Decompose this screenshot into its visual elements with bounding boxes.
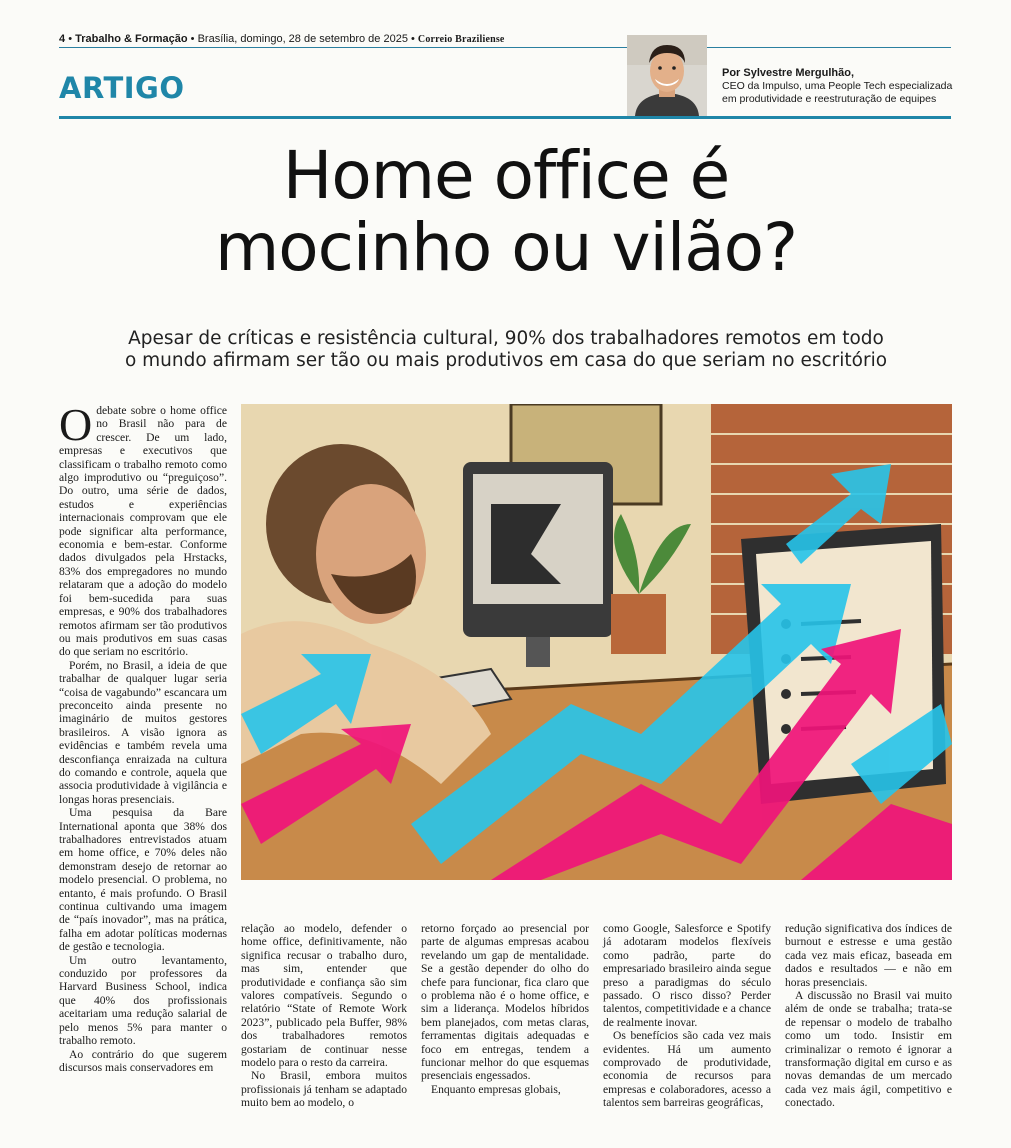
section-rule [59,116,951,119]
body-paragraph: Odebate sobre o home office no Brasil não para de crescer. De um lado, empresas e executivos que classificam o trabalho remoto como algo improdutivo ou “preguiçoso”. Do outro, uma série de dados, estudos e experiências internacionais comprovam que ele pode significar alta performance, economia e bem-estar. Conforme dados divulgados pela Hrstacks, 83% dos empregadores no mundo relataram que a adoção do modelo foi bem-sucedida para suas empresas, e 90% dos trabalhadores remotos afirmam ser tão produtivos ou mais produtivos em suas casas do que seriam no escritório. [59,399,227,659]
headline-line-1: Home office é [282,137,730,214]
subtitle-line-2: o mundo afirmam ser tão ou mais produtivos em casa do que seriam no escritório [124,350,888,371]
folio-line: 4 • Trabalho & Formação • Brasília, domingo, 28 de setembro de 2025 • Correio Braziliense [59,33,505,45]
body-paragraph: Porém, no Brasil, a ideia de que trabalhar de qualquer lugar seria “coisa de vagabundo” escancara um preconceito ainda presente no imaginário de muitos gestores brasileiros. A visão ignora as evidências e também revela uma desconfiança enraizada na cultura do comando e controle, aquela que associa produtividade à vigilância e longas horas presenciais. [59,658,227,806]
section-label: ARTIGO [59,71,185,105]
place-date: Brasília, domingo, 28 de setembro de 2025 [197,33,408,45]
body-paragraph: A discussão no Brasil vai muito além de onde se trabalha; trata-se de repensar o modelo de trabalho como um todo. Insistir em criminalizar o remoto é ignorar a transformação digital em curso e as novas demandas de um mercado cada vez mais ágil, competitivo e conectado. [785,989,952,1110]
section-name: Trabalho & Formação [75,33,188,45]
body-column-2 [241,922,407,1110]
subtitle-line-1: Apesar de críticas e resistência cultural, 90% dos trabalhadores remotos em todo [128,328,884,349]
body-paragraph: Enquanto empresas globais, [431,1082,561,1096]
top-rule [59,47,951,48]
body-paragraph: como Google, Salesforce e Spotify já adotaram modelos flexíveis como padrão, parte do empresariado brasileiro ainda segue preso a paradigmas do século passado. O risco disso? Perder talentos, competitividade e a chance de realmente inovar. [603,922,771,1029]
body-column-1 [59,399,227,1074]
body-paragraph: No Brasil, embora muitos profissionais já tenham se adaptado muito bem ao modelo, o [241,1069,407,1110]
author-name: Por Sylvestre Mergulhão, [722,67,855,79]
article-illustration [241,404,952,880]
newspaper-name: Correio Braziliense [417,34,505,45]
page-number: 4 [59,33,66,45]
body-paragraph: Uma pesquisa da Bare International aponta que 38% dos trabalhadores entrevistados atuam em home office, e 70% deles não demonstram desejo de retornar ao modelo presencial. O problema, no entanto, é mais profundo. O Brasil continua cultivando uma imagem de “país inovador”, mas na prática, falha em adotar políticas modernas de gestão e tecnologia. [59,806,227,954]
body-paragraph: redução significativa dos índices de burnout e estresse e uma gestão cada vez mais eficaz, baseada em dados e resultados — e não em horas presenciais. [785,922,952,989]
body-paragraph: Um outro levantamento, conduzido por professores da Harvard Business School, indica que 40% dos profissionais aceitariam uma redução salarial de pelo menos 5% para manter o trabalho remoto. [59,953,227,1048]
body-paragraph: Os benefícios são cada vez mais evidentes. Há um aumento comprovado de produtividade, economia de recursos para empresas e colaboradores, acesso a talentos sem barreiras geográficas, [603,1029,771,1110]
byline [722,67,957,106]
author-photo [627,35,707,116]
body-column-4 [603,922,771,1110]
drop-cap: O [59,399,93,450]
body-paragraph: relação ao modelo, defender o home office, definitivamente, não significa recusar o trabalho duro, mas sim, entender que produtividade e confiança são sim valores compatíveis. Segundo o relatório “State of Remote Work 2023”, publicado pela Buffer, 98% dos trabalhadores remotos gostariam de continuar nesse modelo para o resto da carreira. [241,922,407,1070]
body-column-3 [421,922,589,1096]
headline [60,137,952,286]
author-bio: CEO da Impulso, uma People Tech especializada em produtividade e reestruturação de equipes [722,80,953,105]
body-paragraph: Ao contrário do que sugerem discursos mais conservadores em [59,1047,227,1074]
subtitle [60,328,952,372]
body-column-5 [785,922,952,1110]
body-paragraph: retorno forçado ao presencial por parte de algumas empresas acabou revelando um gap de mentalidade. Se a gestão depender do olho do chefe para funcionar, fica claro que o problema não é o home office, e sim a liderança. Modelos híbridos bem planejados, com metas claras, ferramentas digitais adequadas e foco em entregas, tendem a funcionar melhor do que esquemas presenciais engessados. [421,922,589,1083]
headline-line-2: mocinho ou vilão? [214,209,798,286]
